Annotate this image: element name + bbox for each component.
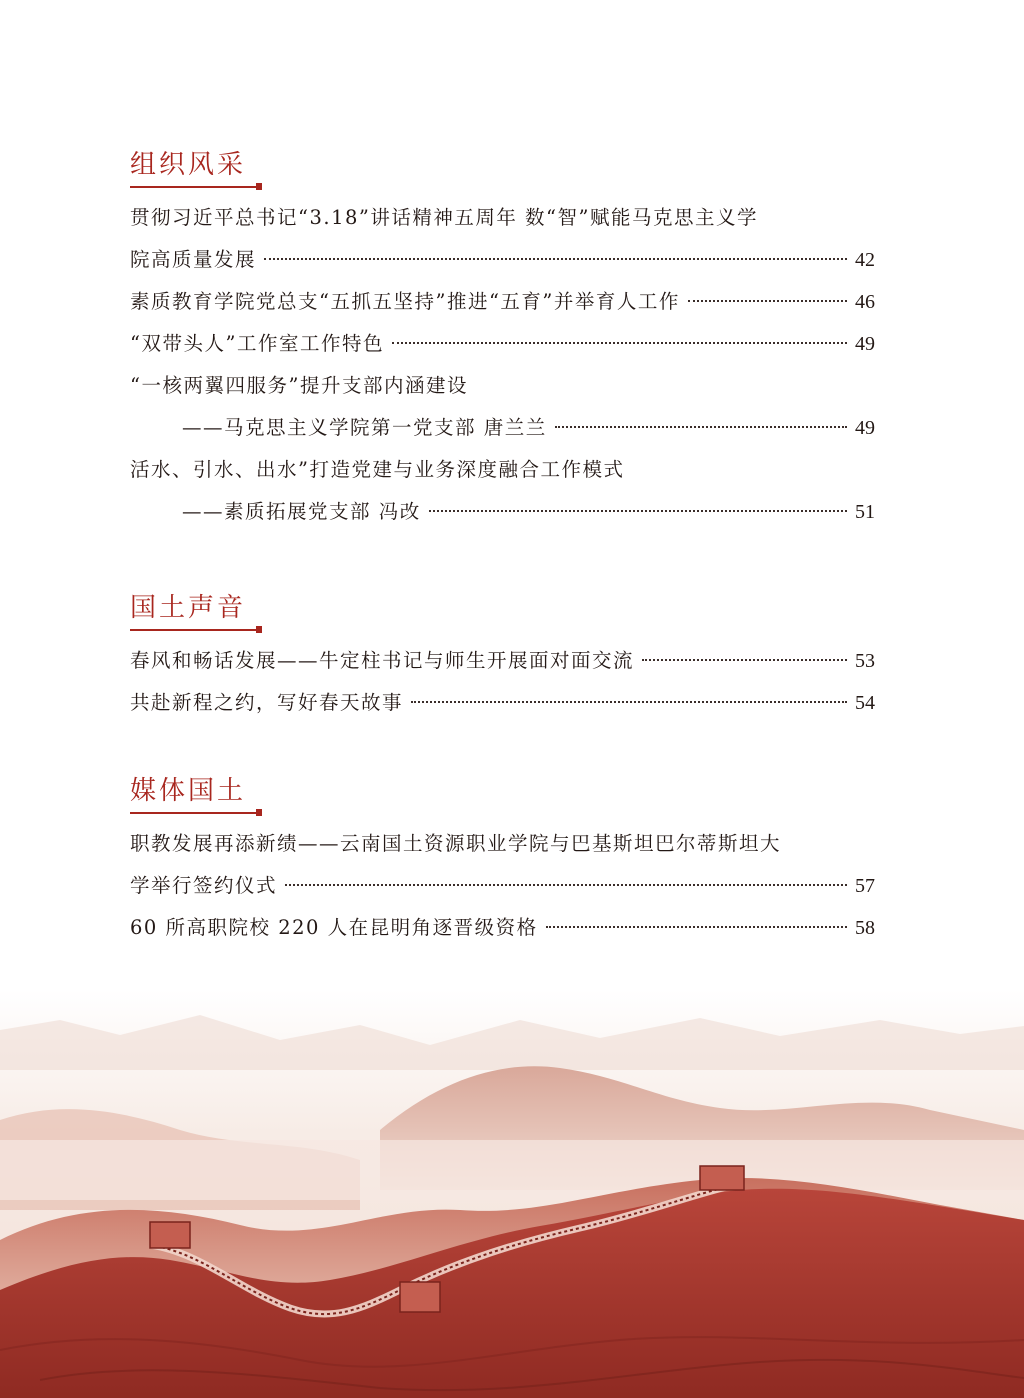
section-underline bbox=[130, 629, 256, 631]
toc-entry[interactable] bbox=[130, 407, 875, 449]
page-number: 57 bbox=[855, 875, 875, 897]
dot-leader bbox=[642, 658, 847, 661]
toc-entry[interactable] bbox=[130, 640, 875, 682]
section-title: 国土声音 bbox=[130, 593, 247, 623]
toc-entry[interactable] bbox=[130, 682, 875, 724]
entry-title: “双带头人”工作室工作特色 bbox=[130, 332, 384, 355]
entry-title: 院高质量发展 bbox=[130, 248, 257, 271]
entry-byline: ——素质拓展党支部 冯改 bbox=[182, 500, 421, 523]
section-media bbox=[130, 771, 875, 949]
entry-title: 素质教育学院党总支“五抓五坚持”推进“五育”并举育人工作 bbox=[130, 290, 680, 313]
dot-leader bbox=[429, 509, 847, 512]
page-number: 53 bbox=[855, 650, 875, 672]
dot-leader bbox=[264, 257, 847, 260]
section-underline bbox=[130, 186, 256, 188]
page-number: 42 bbox=[855, 249, 875, 271]
entry-title: 60 所高职院校 220 人在昆明角逐晋级资格 bbox=[130, 916, 538, 939]
page-number: 54 bbox=[855, 692, 875, 714]
toc-entry[interactable] bbox=[130, 239, 875, 281]
page-number: 49 bbox=[855, 417, 875, 439]
toc-entry[interactable] bbox=[130, 281, 875, 323]
entry-title: 学举行签约仪式 bbox=[130, 874, 278, 897]
section-title: 组织风采 bbox=[130, 150, 247, 180]
toc-entry[interactable] bbox=[130, 449, 875, 491]
toc-entry[interactable] bbox=[130, 365, 875, 407]
section-underline bbox=[130, 812, 256, 814]
dot-leader bbox=[555, 425, 847, 428]
section-header bbox=[130, 588, 875, 640]
section-title: 媒体国土 bbox=[130, 776, 247, 806]
page-number: 58 bbox=[855, 917, 875, 939]
toc-entry[interactable] bbox=[130, 323, 875, 365]
toc-entry[interactable] bbox=[130, 197, 875, 239]
dot-leader bbox=[411, 700, 847, 703]
page-number: 46 bbox=[855, 291, 875, 313]
page-number: 51 bbox=[855, 501, 875, 523]
great-wall-landscape-illustration bbox=[0, 990, 1024, 1398]
section-header bbox=[130, 771, 875, 823]
toc-entry[interactable] bbox=[130, 865, 875, 907]
entry-title: 活水、引水、出水”打造党建与业务深度融合工作模式 bbox=[130, 458, 625, 481]
entry-title: 贯彻习近平总书记“3.18”讲话精神五周年 数“智”赋能马克思主义学 bbox=[130, 206, 758, 229]
dot-leader bbox=[392, 341, 847, 344]
toc-entry[interactable] bbox=[130, 491, 875, 533]
entry-title: 春风和畅话发展——牛定柱书记与师生开展面对面交流 bbox=[130, 649, 635, 672]
dot-leader bbox=[285, 883, 847, 886]
dot-leader bbox=[688, 299, 847, 302]
entry-byline: ——马克思主义学院第一党支部 唐兰兰 bbox=[182, 416, 547, 439]
entry-title: “一核两翼四服务”提升支部内涵建设 bbox=[130, 374, 468, 397]
toc-entry[interactable] bbox=[130, 907, 875, 949]
section-organization bbox=[130, 145, 875, 533]
toc-entry[interactable] bbox=[130, 823, 875, 865]
entry-title: 共赴新程之约，写好春天故事 bbox=[130, 691, 404, 714]
section-header bbox=[130, 145, 875, 197]
section-voice bbox=[130, 588, 875, 724]
page-number: 49 bbox=[855, 333, 875, 355]
dot-leader bbox=[546, 925, 847, 928]
entry-title: 职教发展再添新绩——云南国土资源职业学院与巴基斯坦巴尔蒂斯坦大 bbox=[130, 832, 782, 855]
